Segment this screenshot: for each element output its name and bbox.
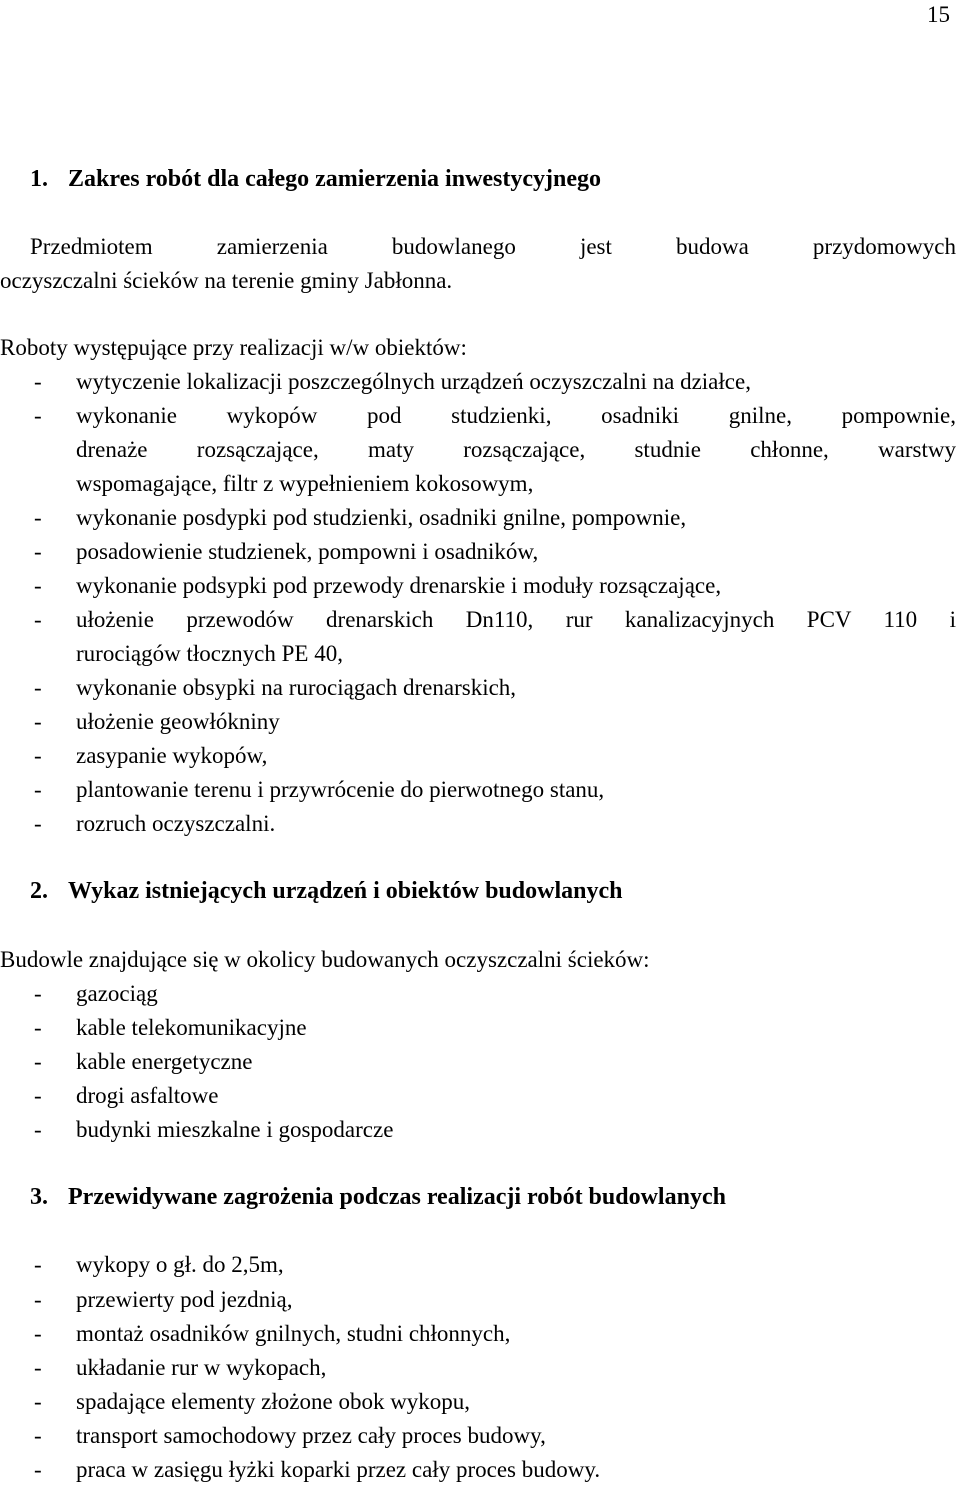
list-dash: - [34, 505, 42, 530]
list-dash: - [34, 981, 42, 1006]
list-dash: - [34, 1117, 42, 1142]
list-dash: - [34, 573, 42, 598]
list-dash: - [34, 777, 42, 802]
section-3-title: Przewidywane zagrożenia podczas realizacji robót budowlanych [68, 1184, 726, 1210]
list-item-text: spadające elementy złożone obok wykopu, [76, 1389, 471, 1414]
list-dash: - [34, 709, 42, 734]
list-item-text: drogi asfaltowe [76, 1083, 219, 1108]
list-dash: - [34, 1049, 42, 1074]
section-1-intro-line-2: oczyszczalni ścieków na terenie gminy Jabłonna. [0, 268, 453, 293]
list-item-text: przewierty pod jezdnią, [76, 1287, 293, 1312]
list-item-text: budynki mieszkalne i gospodarcze [76, 1117, 394, 1142]
list-item-text: praca w zasięgu łyżki koparki przez cały proces budowy. [76, 1457, 601, 1482]
list-item-text: ułożenie przewodów drenarskich Dn110, rur kanalizacyjnych PCV 110 i [76, 607, 956, 632]
section-1-intro-line-1: Przedmiotem zamierzenia budowlanego jest budowa przydomowych [30, 234, 956, 259]
section-2-list-intro: Budowle znajdujące się w okolicy budowanych oczyszczalni ścieków: [0, 947, 650, 972]
section-1-title: Zakres robót dla całego zamierzenia inwestycyjnego [68, 166, 602, 192]
list-dash: - [34, 1287, 42, 1312]
list-dash: - [34, 675, 42, 700]
list-item-text: rozruch oczyszczalni. [76, 811, 276, 836]
list-dash: - [34, 1457, 42, 1482]
list-item-text: kable telekomunikacyjne [76, 1015, 307, 1040]
list-dash: - [34, 403, 42, 428]
list-item-text: układanie rur w wykopach, [76, 1355, 327, 1380]
list-item-continuation: rurociągów tłocznych PE 40, [76, 641, 343, 666]
list-dash: - [34, 539, 42, 564]
list-dash: - [34, 1252, 42, 1277]
list-dash: - [34, 1355, 42, 1380]
list-item-text: kable energetyczne [76, 1049, 253, 1074]
section-1-list-intro: Roboty występujące przy realizacji w/w obiektów: [0, 335, 467, 360]
list-item-text: montaż osadników gnilnych, studni chłonnych, [76, 1321, 511, 1346]
list-item-text: gazociąg [76, 981, 158, 1006]
list-dash: - [34, 607, 42, 632]
list-item-text: transport samochodowy przez cały proces budowy, [76, 1423, 546, 1448]
list-item-text: zasypanie wykopów, [76, 743, 268, 768]
list-item-continuation: wspomagające, filtr z wypełnieniem kokosowym, [76, 471, 534, 496]
list-item-text: wykonanie podsypki pod przewody drenarskie i moduły rozsączające, [76, 573, 722, 598]
list-dash: - [34, 811, 42, 836]
list-item-text: wytyczenie lokalizacji poszczególnych urządzeń oczyszczalni na działce, [76, 369, 751, 394]
list-dash: - [34, 1083, 42, 1108]
list-dash: - [34, 1015, 42, 1040]
list-item-text: posadowienie studzienek, pompowni i osadników, [76, 539, 539, 564]
list-dash: - [34, 1321, 42, 1346]
list-dash: - [34, 1389, 42, 1414]
section-3-number: 3. [30, 1184, 48, 1210]
list-dash: - [34, 369, 42, 394]
list-item-continuation: drenaże rozsączające, maty rozsączające, studnie chłonne, warstwy [76, 437, 956, 462]
list-item-text: wykonanie posdypki pod studzienki, osadniki gnilne, pompownie, [76, 505, 687, 530]
list-item-text: plantowanie terenu i przywrócenie do pierwotnego stanu, [76, 777, 605, 802]
section-1-number: 1. [30, 166, 48, 192]
list-item-text: wykonanie obsypki na rurociągach drenarskich, [76, 675, 517, 700]
list-dash: - [34, 743, 42, 768]
list-item-text: ułożenie geowłókniny [76, 709, 280, 734]
list-dash: - [34, 1423, 42, 1448]
list-item-text: wykopy o gł. do 2,5m, [76, 1252, 284, 1277]
list-item-text: wykonanie wykopów pod studzienki, osadniki gnilne, pompownie, [76, 403, 956, 428]
section-2-number: 2. [30, 878, 48, 904]
section-2-title: Wykaz istniejących urządzeń i obiektów budowlanych [68, 878, 623, 904]
page-number: 15 [927, 2, 950, 27]
